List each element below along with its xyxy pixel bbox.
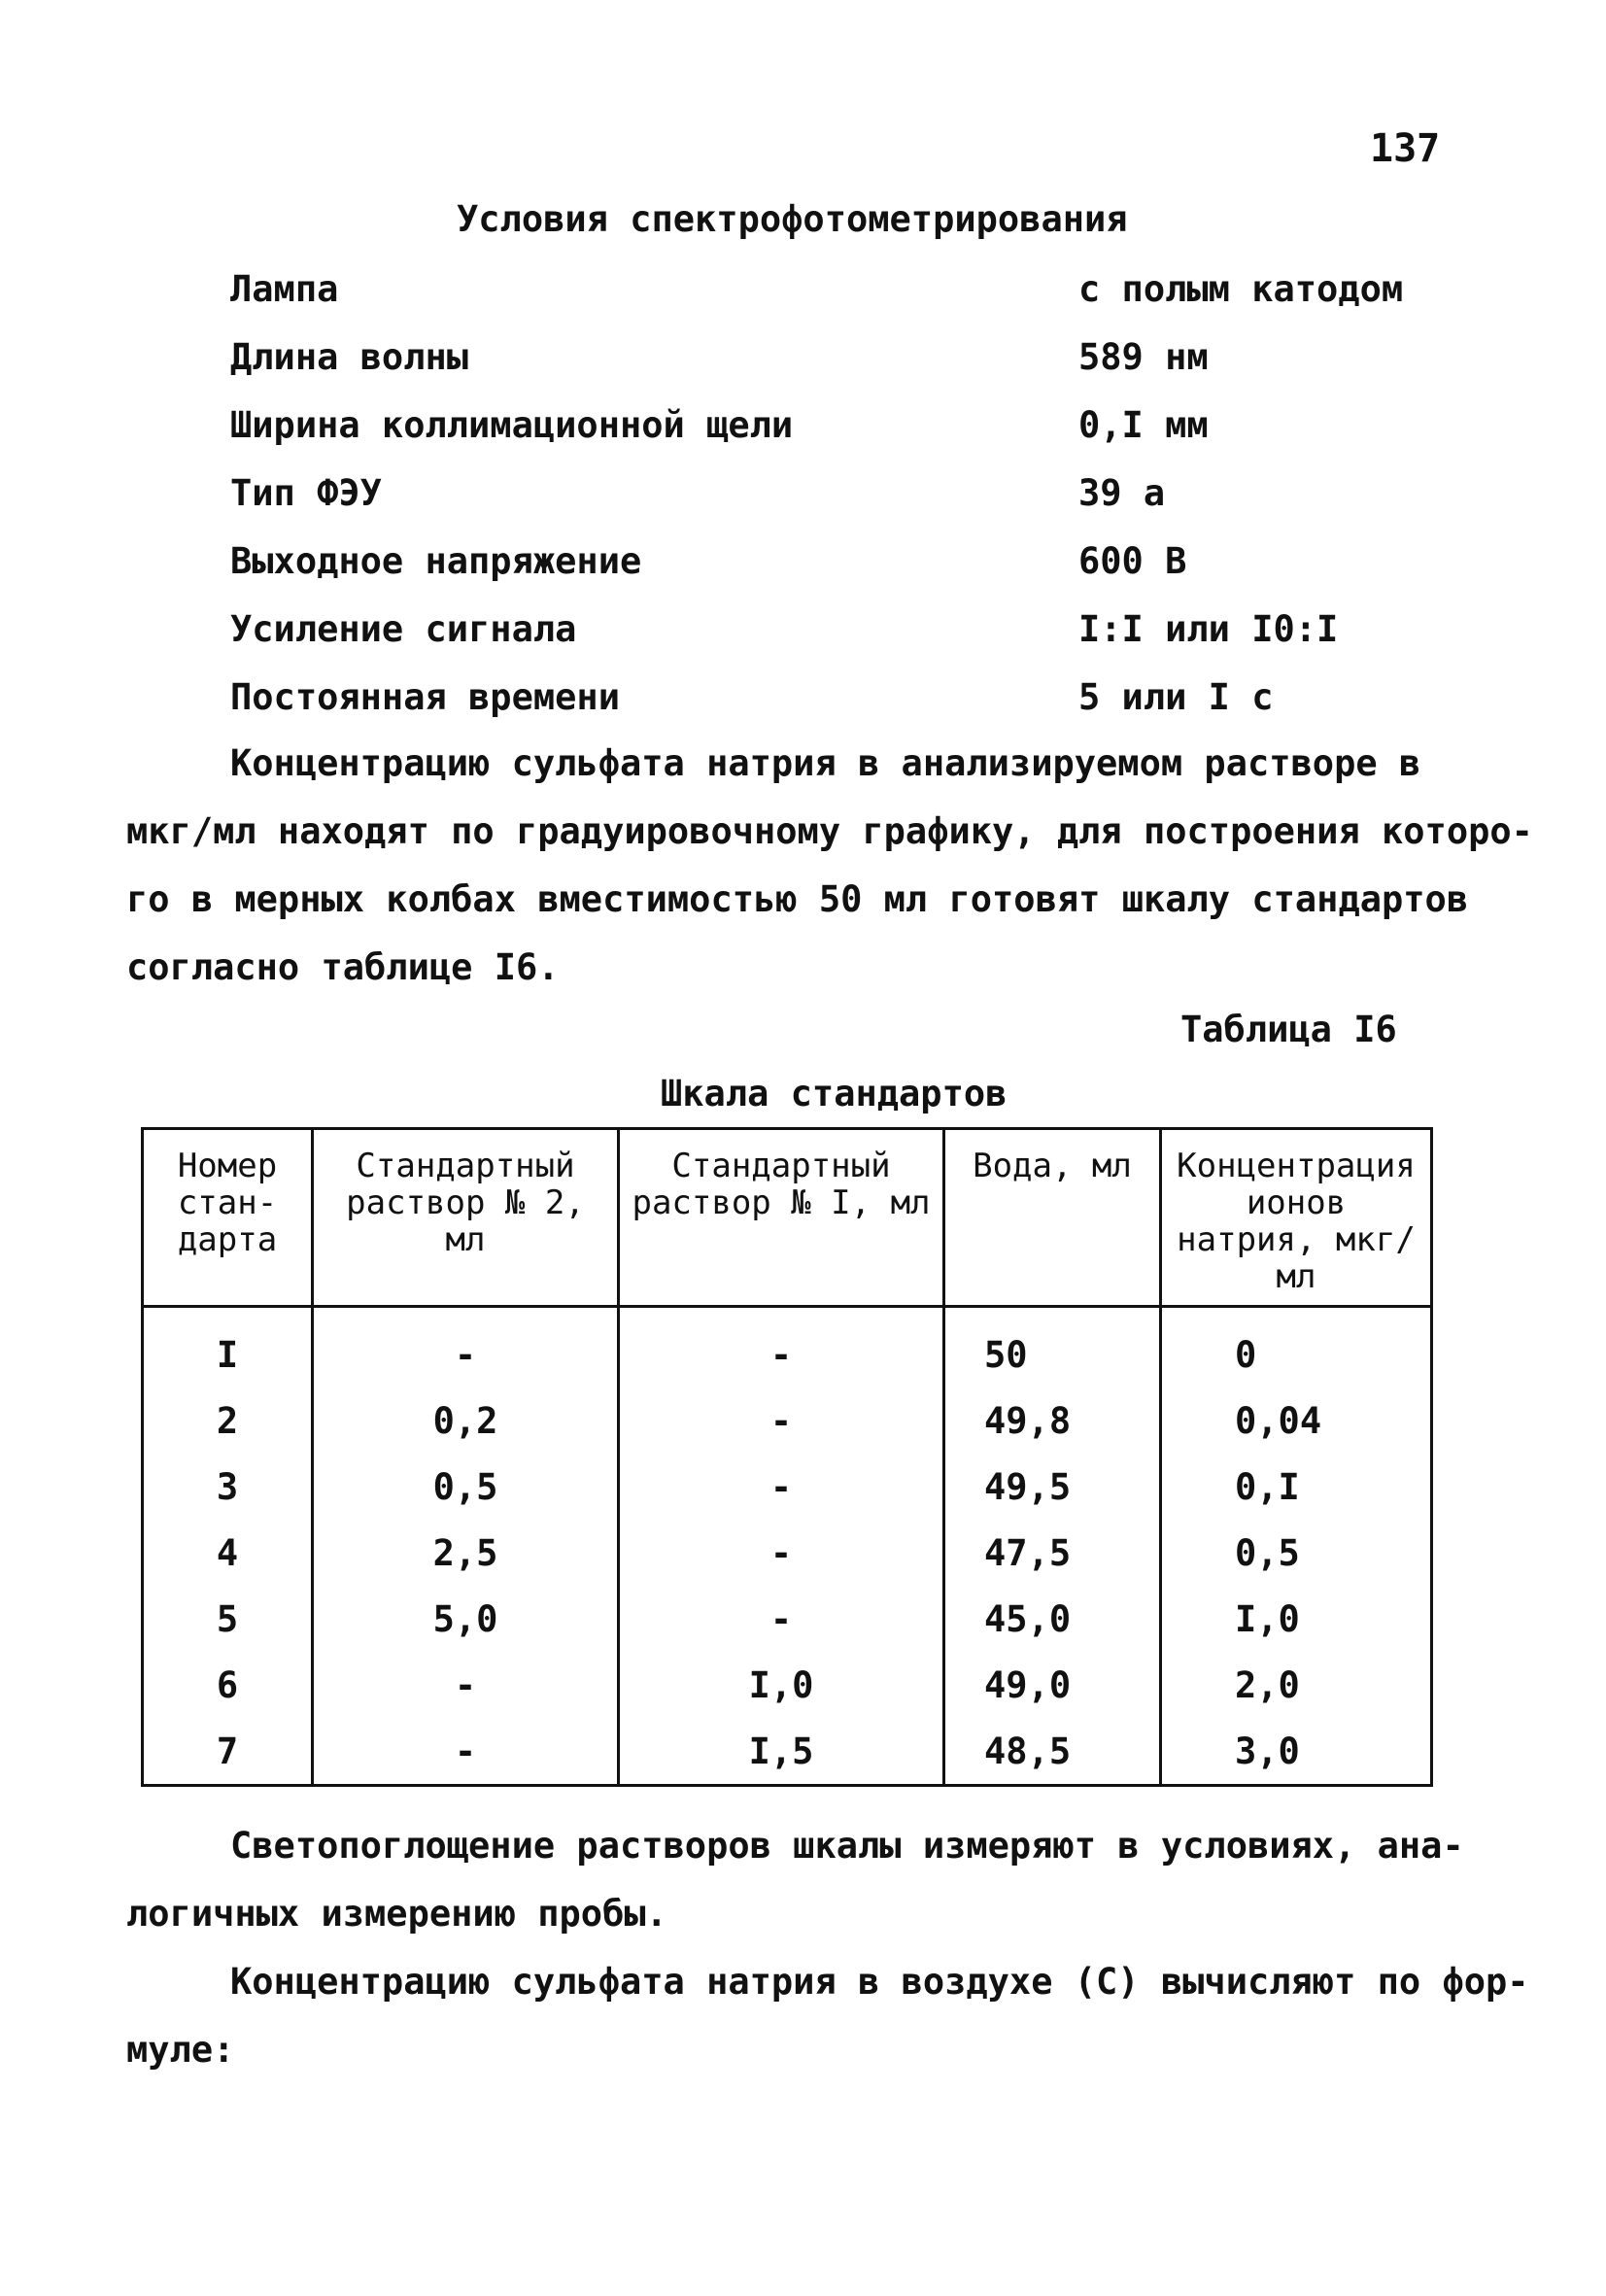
condition-value: 5 или I с <box>1078 676 1274 718</box>
cell-solution-2: 5,0 <box>313 1586 619 1652</box>
table-row <box>143 1388 1432 1454</box>
header-standard-number: Номер стан-дарта <box>143 1129 313 1307</box>
table-row <box>143 1586 1432 1652</box>
cell-solution-1: - <box>619 1520 944 1586</box>
paragraph-line: логичных измерению пробы. <box>126 1893 667 1935</box>
paragraph-line: мкг/мл находят по градуировочному графику, для построения которо- <box>126 810 1533 852</box>
cell-solution-2: 0,2 <box>313 1388 619 1454</box>
header-solution-2: Стандартный раствор № 2, мл <box>313 1129 619 1307</box>
cell-solution-1: I,5 <box>619 1718 944 1786</box>
cell-water: 48,5 <box>944 1718 1161 1786</box>
cell-concentration: 0,5 <box>1161 1520 1432 1586</box>
cell-concentration: 0 <box>1161 1307 1432 1388</box>
cell-concentration: I,0 <box>1161 1586 1432 1652</box>
condition-value: 39 а <box>1078 472 1166 514</box>
cell-water: 49,0 <box>944 1652 1161 1718</box>
cell-solution-1: - <box>619 1454 944 1520</box>
cell-water: 49,5 <box>944 1454 1161 1520</box>
condition-label: Тип ФЭУ <box>230 472 382 514</box>
paragraph-line: го в мерных колбах вместимостью 50 мл готовят шкалу стандартов <box>126 878 1469 920</box>
cell-concentration: 3,0 <box>1161 1718 1432 1786</box>
header-water: Вода, мл <box>944 1129 1161 1307</box>
cell-solution-2: - <box>313 1652 619 1718</box>
cell-water: 45,0 <box>944 1586 1161 1652</box>
cell-solution-1: - <box>619 1586 944 1652</box>
table-row <box>143 1718 1432 1786</box>
cell-number: 4 <box>143 1520 313 1586</box>
cell-solution-2: - <box>313 1307 619 1388</box>
paragraph-line: Концентрацию сульфата натрия в анализируемом растворе в <box>230 742 1421 784</box>
conditions-title: Условия спектрофотометрирования <box>457 198 1128 240</box>
condition-label: Лампа <box>230 268 339 310</box>
cell-water: 49,8 <box>944 1388 1161 1454</box>
paragraph-line: Концентрацию сульфата натрия в воздухе (С) вычисляют по фор- <box>230 1961 1529 2003</box>
cell-solution-1: - <box>619 1307 944 1388</box>
condition-label: Постоянная времени <box>230 676 620 718</box>
condition-label: Ширина коллимационной щели <box>230 404 794 446</box>
table-row <box>143 1454 1432 1520</box>
cell-number: 7 <box>143 1718 313 1786</box>
cell-concentration: 0,04 <box>1161 1388 1432 1454</box>
header-sodium-concentration: Концентрация ионов натрия, мкг/мл <box>1161 1129 1432 1307</box>
cell-concentration: 2,0 <box>1161 1652 1432 1718</box>
cell-concentration: 0,I <box>1161 1454 1432 1520</box>
table-row <box>143 1307 1432 1388</box>
cell-solution-2: - <box>313 1718 619 1786</box>
cell-water: 50 <box>944 1307 1161 1388</box>
condition-label: Длина волны <box>230 336 469 378</box>
cell-number: 3 <box>143 1454 313 1520</box>
paragraph-line: муле: <box>126 2029 235 2071</box>
cell-solution-2: 2,5 <box>313 1520 619 1586</box>
paragraph-line: Светопоглощение растворов шкалы измеряют в условиях, ана- <box>230 1825 1464 1867</box>
header-solution-1: Стандартный раствор № I, мл <box>619 1129 944 1307</box>
cell-number: 2 <box>143 1388 313 1454</box>
cell-number: I <box>143 1307 313 1388</box>
cell-water: 47,5 <box>944 1520 1161 1586</box>
condition-value: I:I или I0:I <box>1078 608 1339 650</box>
table-header-row <box>143 1129 1432 1307</box>
table-title: Шкала стандартов <box>661 1073 1008 1114</box>
cell-number: 5 <box>143 1586 313 1652</box>
table-row <box>143 1520 1432 1586</box>
standards-table <box>141 1127 1433 1787</box>
table-row <box>143 1652 1432 1718</box>
condition-label: Усиление сигнала <box>230 608 577 650</box>
condition-value: 600 В <box>1078 540 1187 582</box>
cell-solution-1: - <box>619 1388 944 1454</box>
condition-value: с полым катодом <box>1078 268 1404 310</box>
condition-value: 589 нм <box>1078 336 1209 378</box>
condition-value: 0,I мм <box>1078 404 1209 446</box>
cell-solution-1: I,0 <box>619 1652 944 1718</box>
condition-label: Выходное напряжение <box>230 540 642 582</box>
cell-number: 6 <box>143 1652 313 1718</box>
page-number: 137 <box>1370 126 1441 171</box>
paragraph-line: согласно таблице I6. <box>126 946 560 988</box>
table-caption: Таблица I6 <box>1180 1009 1397 1050</box>
cell-solution-2: 0,5 <box>313 1454 619 1520</box>
